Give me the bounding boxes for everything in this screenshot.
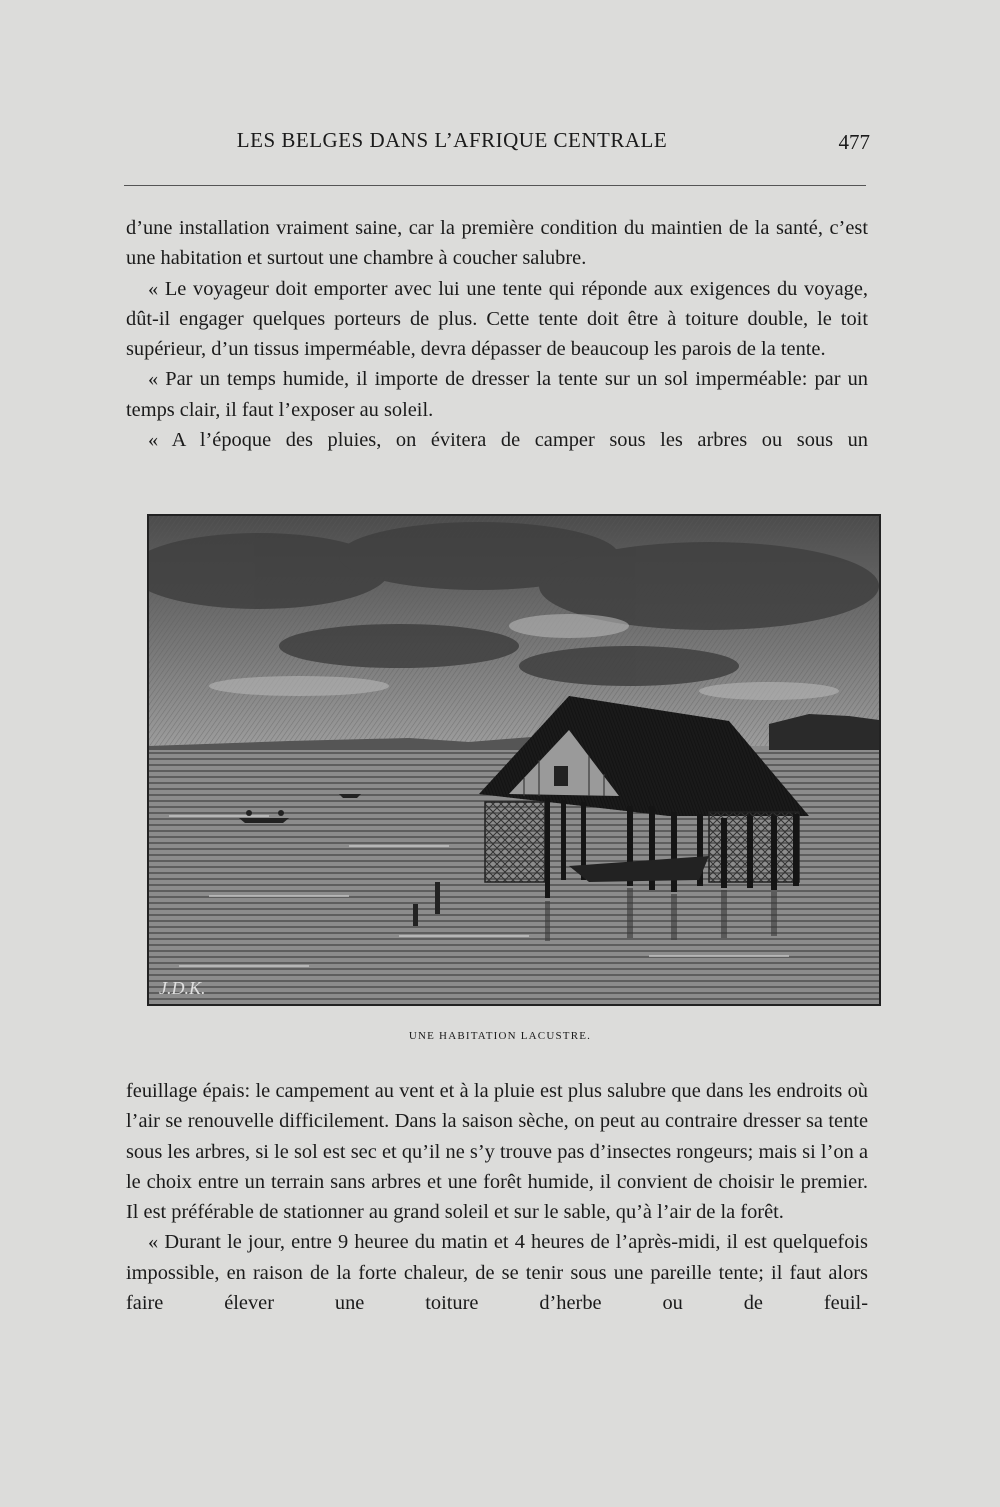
header-rule	[124, 185, 866, 186]
paragraph: d’une installation vraiment saine, car la première condition du maintien de la santé, c’est une habitation et surtout une chambre à coucher salubre.	[126, 217, 868, 270]
running-title: LES BELGES DANS L’AFRIQUE CENTRALE	[236, 128, 668, 152]
running-head	[124, 128, 870, 160]
paragraph: feuillage épais: le campement au vent et à la pluie est plus salubre que dans les endroits où l’air se renouvelle difficilement. Dans la saison sèche, on peut au contraire dresser sa tente sous les arbres, si le sol est sec et qu’il ne s’y trouve pas d’insectes rongeurs; mais si l’on a le choix entre un terrain sans arbres et une forêt humide, il convient de choisir le premier. Il est préférable de stationner au grand soleil et sur le sable, qu’à l’air de la forêt.	[126, 1080, 868, 1224]
paragraph: « Par un temps humide, il importe de dresser la tente sur un sol imperméable: par un temps clair, il faut l’exposer au soleil.	[126, 368, 868, 421]
paragraph: « Le voyageur doit emporter avec lui une tente qui réponde aux exigences du voyage, dût-il engager quelques porteurs de plus. Cette tente doit être à toiture double, le toit supérieur, d’un tissus imperméable, devra dépasser de beaucoup les parois de la tente.	[126, 277, 868, 361]
bottom-text-block	[126, 1076, 868, 1318]
paragraph: « Durant le jour, entre 9 heuree du matin et 4 heures de l’après-midi, il est quelquefois impossible, en raison de la forte chaleur, de se tenir sous une pareille tente; il faut alors faire élever une toiture d’herbe ou de feuil-	[126, 1231, 868, 1315]
engraver-signature: J.D.K.	[159, 978, 206, 998]
page-number: 477	[838, 130, 870, 154]
top-text-block	[126, 213, 868, 455]
engraving-illustration	[147, 514, 881, 1006]
figure-caption: UNE HABITATION LACUSTRE.	[408, 1030, 592, 1042]
paragraph: « A l’époque des pluies, on évitera de camper sous les arbres ou sous un	[148, 429, 868, 452]
